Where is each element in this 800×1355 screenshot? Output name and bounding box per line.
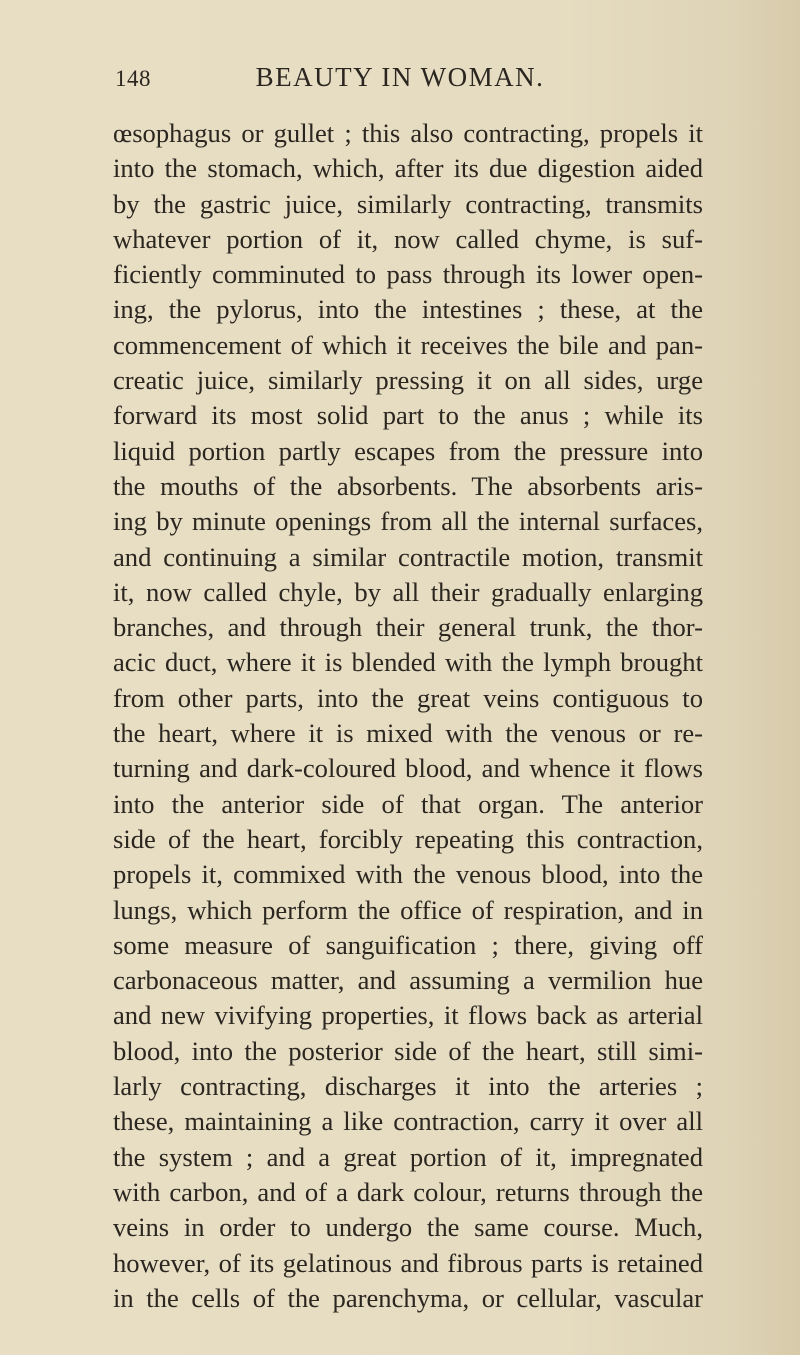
text-line: with carbon, and of a dark colour, returns through the	[113, 1176, 703, 1207]
text-line: into the anterior side of that organ. The anterior	[113, 788, 703, 819]
text-line: whatever portion of it, now called chyme, is suf-	[113, 223, 703, 254]
text-line: the system ; and a great portion of it, impregnated	[113, 1141, 703, 1172]
text-line: turning and dark-coloured blood, and whence it flows	[113, 753, 703, 784]
text-line: ficiently comminuted to pass through its lower open-	[113, 259, 703, 290]
text-line: œsophagus or gullet ; this also contracting, propels it	[113, 118, 703, 148]
text-line: veins in order to undergo the same course. Much,	[113, 1212, 703, 1243]
running-title: BEAUTY IN WOMAN.	[255, 62, 545, 92]
text-line: forward its most solid part to the anus ; while its	[113, 400, 703, 431]
body-text	[113, 116, 703, 1316]
text-line: from other parts, into the great veins contiguous to	[113, 682, 703, 713]
text-line: the heart, where it is mixed with the venous or re-	[113, 718, 703, 749]
text-line: side of the heart, forcibly repeating this contraction,	[113, 823, 703, 854]
text-line: and continuing a similar contractile motion, transmit	[113, 541, 703, 572]
text-line: commencement of which it receives the bile and pan-	[113, 329, 703, 360]
text-line: larly contracting, discharges it into the arteries ;	[113, 1071, 703, 1102]
text-line: lungs, which perform the office of respiration, and in	[113, 894, 703, 925]
text-line: propels it, commixed with the venous blood, into the	[113, 859, 703, 890]
text-line: carbonaceous matter, and assuming a vermilion hue	[113, 965, 703, 996]
text-line: blood, into the posterior side of the heart, still simi-	[113, 1035, 703, 1066]
text-line: acic duct, where it is blended with the lymph brought	[113, 647, 703, 678]
text-line: branches, and through their general trunk, the thor-	[113, 612, 703, 643]
page-number: 148	[115, 66, 151, 91]
page-header	[0, 60, 800, 100]
text-line: these, maintaining a like contraction, carry it over all	[113, 1106, 703, 1137]
text-line: by the gastric juice, similarly contracting, transmits	[113, 188, 703, 219]
text-line: in the cells of the parenchyma, or cellular, vascular	[113, 1282, 703, 1313]
text-line: some measure of sanguification ; there, giving off	[113, 929, 703, 960]
text-line: into the stomach, which, after its due digestion aided	[113, 153, 703, 184]
text-line: the mouths of the absorbents. The absorbents aris-	[113, 470, 703, 501]
text-line: it, now called chyle, by all their gradually enlarging	[113, 576, 703, 607]
text-line: ing by minute openings from all the internal surfaces,	[113, 506, 703, 537]
text-line: liquid portion partly escapes from the pressure into	[113, 435, 703, 466]
text-line: ing, the pylorus, into the intestines ; these, at the	[113, 294, 703, 325]
text-line: creatic juice, similarly pressing it on all sides, urge	[113, 365, 703, 396]
text-line: and new vivifying properties, it flows back as arterial	[113, 1000, 703, 1031]
text-line: however, of its gelatinous and fibrous parts is retained	[113, 1247, 703, 1278]
